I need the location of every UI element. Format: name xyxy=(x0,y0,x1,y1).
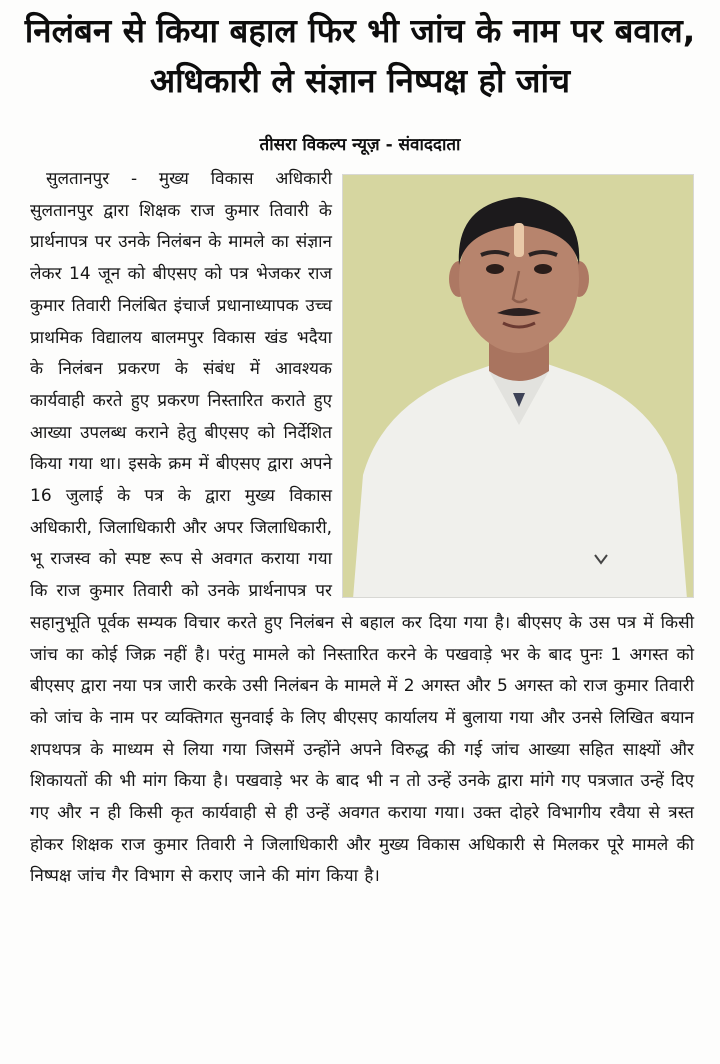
article-body-text: सुलतानपुर - मुख्य विकास अधिकारी सुलतानपुर द्वारा शिक्षक राज कुमार तिवारी के प्रार्थनापत्र पर उनके निलंबन के मामले का संज्ञान लेकर 14 जून को बीएसए को पत्र भेजकर राज कुमार तिवारी निलंबित इंचार्ज प्रधानाध्यापक उच्च प्राथमिक विद्यालय बालमपुर विकास खंड भदैया के निलंबन प्रकरण के संबंध में आवश्यक कार्यवाही करते हुए प्रकरण निस्तारित कराते हुए आख्या उपलब्ध कराने हेतु बीएसए को निर्देशित किया गया था। इसके क्रम में बीएसए द्वारा अपने 16 जुलाई के पत्र के द्वारा मुख्य विकास अधिकारी, जिलाधिकारी और अपर जिलाधिकारी, भू राजस्व को स्पष्ट रूप से अवगत कराया गया कि राज कुमार तिवारी को उनके प्रार्थनापत्र पर सहानुभूति पूर्वक सम्यक विचार करते हुए निलंबन से बहाल कर दिया गया है। बीएसए के उस पत्र में किसी जांच का कोई जिक्र नहीं है। परंतु मामले को निस्तारित करने के पखवाड़े भर के बाद पुनः 1 अगस्त को बीएसए द्वारा नया पत्र जारी करके उसी निलंबन के मामले में 2 अगस्त और 5 अगस्त को राज कुमार तिवारी को जांच के नाम पर व्यक्तिगत सुनवाई के लिए बीएसए कार्यालय में बुलाया गया और उनसे लिखित बयान शपथपत्र के माध्यम से लिया गया जिसमें उन्होंने अपने विरुद्ध की गई जांच आख्या सहित साक्ष्यों और शिकायतों की भी मांग किया है। पखवाड़े भर के बाद भी न तो उन्हें उनके द्वारा मांगे गए पत्रजात उन्हें दिए गए और न ही किसी कृत कार्यवाही से ही उन्हें अवगत कराया गया। उक्त दोहरे विभागीय रवैया से त्रस्त होकर शिक्षक राज कुमार तिवारी ने जिलाधिकारी और मुख्य विकास अधिकारी से मिलकर पूरे मामले की निष्पक्ष जांच गैर विभाग से कराए जाने की मांग किया है। xyxy=(30,169,694,887)
article-body xyxy=(30,164,694,893)
byline: तीसरा विकल्प न्यूज़ - संवाददाता xyxy=(259,135,461,155)
portrait-photo xyxy=(342,174,694,598)
headline: निलंबन से किया बहाल फिर भी जांच के नाम पर बवाल, अधिकारी ले संज्ञान निष्पक्ष हो जांच xyxy=(24,11,696,100)
portrait-illustration xyxy=(343,175,694,598)
